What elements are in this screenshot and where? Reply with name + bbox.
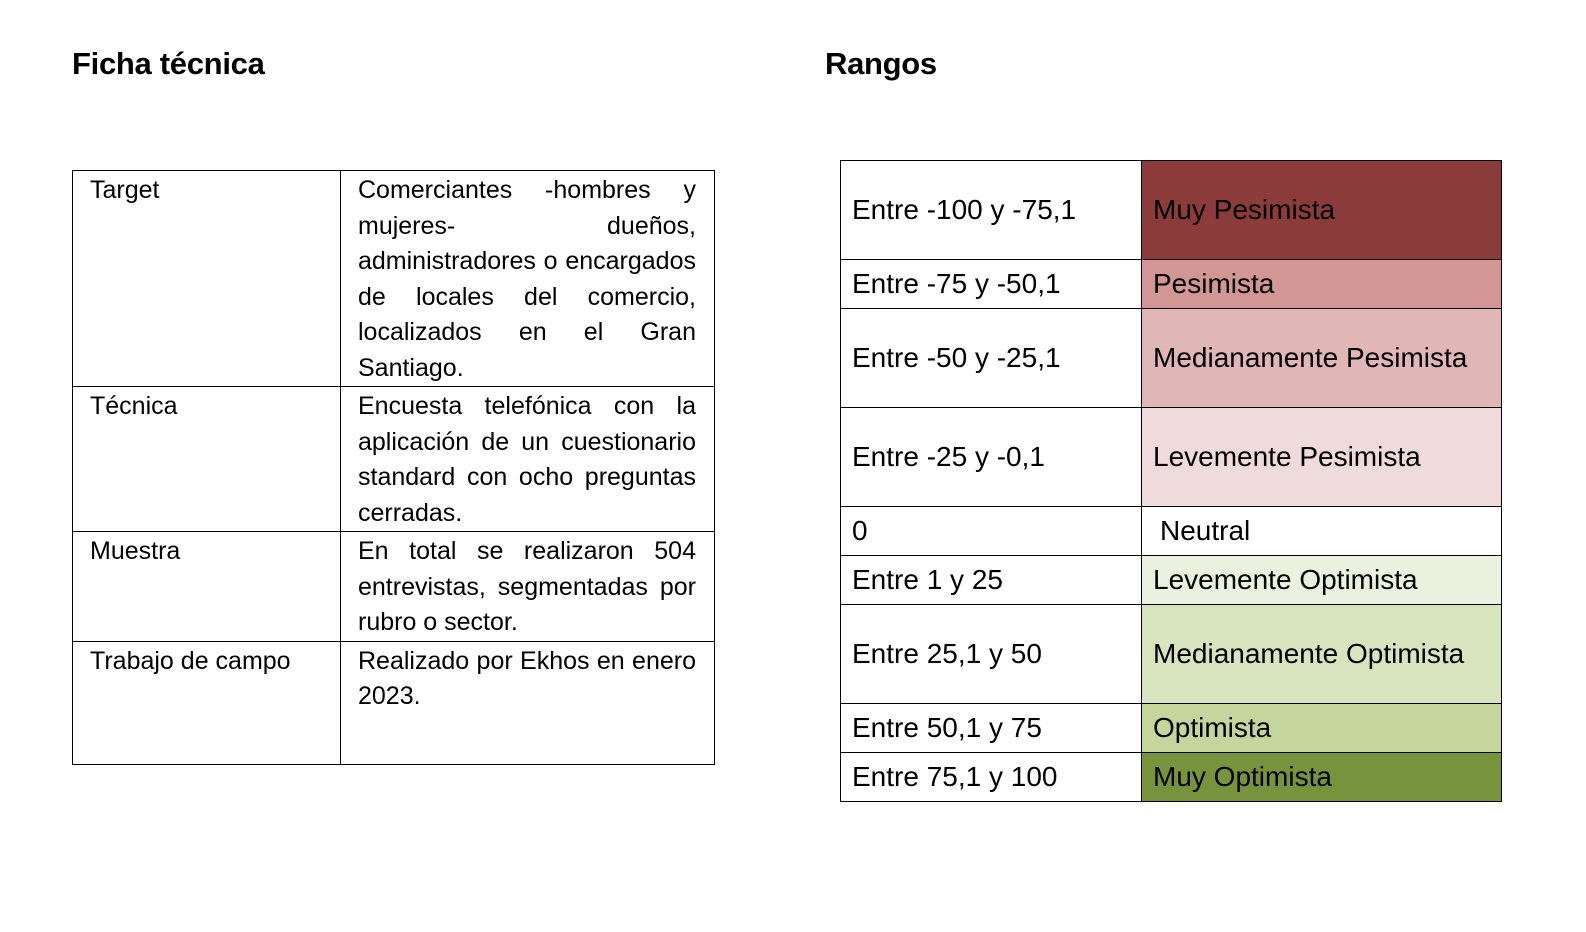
rangos-heading: Rangos bbox=[825, 46, 937, 81]
range-label-cell: Muy Pesimista bbox=[1142, 161, 1502, 260]
table-row bbox=[841, 309, 1502, 408]
ficha-label-tecnica: Técnica bbox=[73, 387, 341, 532]
ficha-tecnica-heading: Ficha técnica bbox=[72, 46, 265, 81]
range-cell: Entre -50 y -25,1 bbox=[841, 309, 1142, 408]
range-label-cell: Medianamente Pesimista bbox=[1142, 309, 1502, 408]
range-label-cell: Medianamente Optimista bbox=[1142, 605, 1502, 704]
table-row bbox=[73, 532, 715, 642]
range-cell: Entre 1 y 25 bbox=[841, 556, 1142, 605]
table-row bbox=[73, 171, 715, 387]
range-label-cell: Pesimista bbox=[1142, 260, 1502, 309]
range-label-cell: Muy Optimista bbox=[1142, 753, 1502, 802]
range-label-cell: Levemente Optimista bbox=[1142, 556, 1502, 605]
range-cell: Entre -75 y -50,1 bbox=[841, 260, 1142, 309]
table-row bbox=[841, 704, 1502, 753]
range-label-cell: Neutral bbox=[1142, 507, 1502, 556]
range-cell: Entre -100 y -75,1 bbox=[841, 161, 1142, 260]
range-label-cell: Optimista bbox=[1142, 704, 1502, 753]
table-row bbox=[841, 753, 1502, 802]
table-row bbox=[841, 260, 1502, 309]
range-label-cell: Levemente Pesimista bbox=[1142, 408, 1502, 507]
ficha-tecnica-table bbox=[72, 170, 715, 765]
table-row bbox=[73, 641, 715, 764]
table-row bbox=[841, 161, 1502, 260]
table-row bbox=[841, 605, 1502, 704]
ficha-value-muestra: En total se realizaron 504 entrevistas, segmentadas por rubro o sector. bbox=[341, 532, 715, 642]
ficha-label-muestra: Muestra bbox=[73, 532, 341, 642]
range-cell: Entre 25,1 y 50 bbox=[841, 605, 1142, 704]
ficha-label-trabajo-de-campo: Trabajo de campo bbox=[73, 641, 341, 764]
ficha-value-target: Comerciantes -hombres y mujeres- dueños, administradores o encargados de locales del comercio, localizados en el Gran Santiago. bbox=[341, 171, 715, 387]
range-cell: Entre 75,1 y 100 bbox=[841, 753, 1142, 802]
table-row bbox=[841, 507, 1502, 556]
rangos-table bbox=[840, 160, 1502, 802]
range-cell: 0 bbox=[841, 507, 1142, 556]
range-cell: Entre 50,1 y 75 bbox=[841, 704, 1142, 753]
range-cell: Entre -25 y -0,1 bbox=[841, 408, 1142, 507]
ficha-value-tecnica: Encuesta telefónica con la aplicación de un cuestionario standard con ocho preguntas cerradas. bbox=[341, 387, 715, 532]
ficha-value-trabajo-de-campo: Realizado por Ekhos en enero 2023. bbox=[341, 641, 715, 764]
ficha-label-target: Target bbox=[73, 171, 341, 387]
table-row bbox=[73, 387, 715, 532]
table-row bbox=[841, 556, 1502, 605]
table-row bbox=[841, 408, 1502, 507]
